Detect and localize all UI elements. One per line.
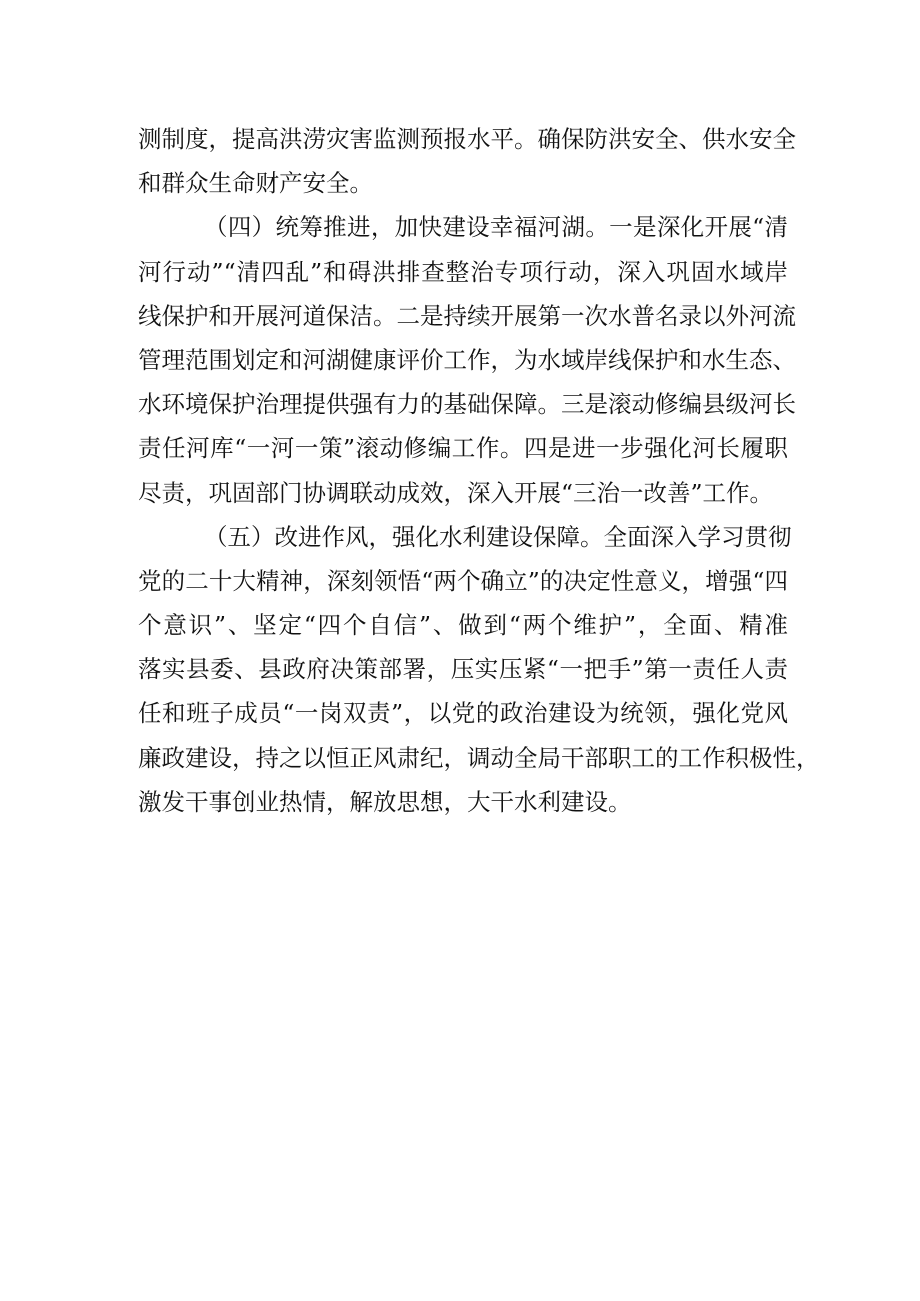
text-line: 党的二十大精神，深刻领悟“两个确立”的决定性意义，增强“四 [138,566,788,595]
paragraph-continuation [138,117,796,205]
section-5-heading-line: （五）改进作风，强化水利建设保障。全面深入学习贯彻 [204,522,792,551]
text-line: 测制度，提高洪涝灾害监测预报水平。确保防洪安全、供水安全 [138,125,796,153]
text-line: 水环境保护治理提供强有力的基础保障。三是滚动修编县级河长 [138,390,796,419]
text-line: 激发干事创业热情，解放思想，大干水利建设。 [138,787,632,816]
section-4-heading-line: （四）统筹推进，加快建设幸福河湖。一是深化开展“清 [204,213,788,242]
text-line: 管理范围划定和河湖健康评价工作，为水域岸线保护和水生态、 [138,345,796,374]
document-body [138,117,820,824]
text-line: 廉政建设，持之以恒正风肃纪，调动全局干部职工的工作积极性， [138,743,820,772]
text-line: 河行动”“清四乱”和碍洪排查整治专项行动，深入巩固水域岸 [138,257,788,286]
text-line: 任和班子成员“一岗双责”，以党的政治建设为统领，强化党风 [138,699,788,728]
text-line: 责任河库“一河一策”滚动修编工作。四是进一步强化河长履职 [138,434,788,463]
text-line: 线保护和开展河道保洁。二是持续开展第一次水普名录以外河流 [138,301,796,330]
text-line: 和群众生命财产安全。 [138,169,373,198]
text-line: 个意识”、坚定“四个自信”、做到“两个维护”，全面、精准 [138,611,788,640]
paragraph-section-5 [138,515,820,824]
paragraph-section-4 [138,205,796,514]
text-line: 落实县委、县政府决策部署，压实压紧“一把手”第一责任人责 [138,655,788,684]
text-line: 尽责，巩固部门协调联动成效，深入开展“三治一改善”工作。 [138,478,774,507]
